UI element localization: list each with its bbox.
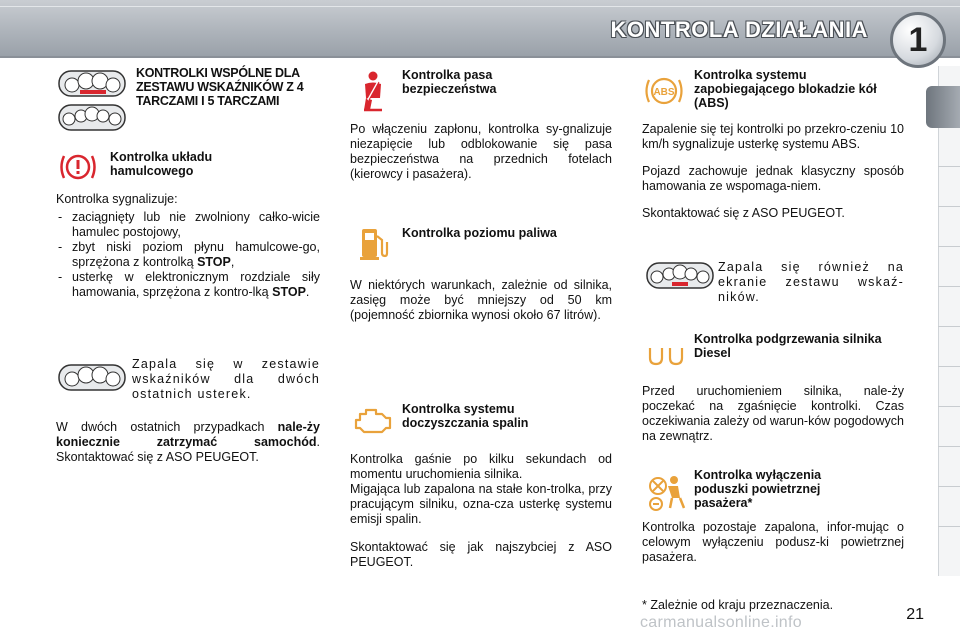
glow-plug-text: Przed uruchomieniem silnika, nale-ży poczekać na zgaśnięcie kontrolki. Czas oczekiwania zależy od warun-ków pogodowych na zewnątrz. (642, 384, 904, 443)
dashboard-5-dial-icon (646, 260, 714, 290)
emission-heading: Kontrolka systemu doczyszczania spalin (402, 402, 529, 430)
clusters-heading: KONTROLKI WSPÓLNE DLA ZESTAWU WSKAŹNIKÓW Z 4 TARCZAMI I 5 TARCZAMI (136, 66, 304, 108)
emission-text-2: Migająca lub zapalona na stałe kon-trolka, przy pracującym silniku, ozna-cza usterkę systemu emisji spalin. (350, 482, 612, 526)
chapter-tab-strip (938, 66, 960, 576)
two-dial-note: Zapala się w zestawie wskaźników dla dwóch ostatnich usterek. (132, 357, 320, 401)
brake-causes-list (56, 210, 320, 300)
abs-text-3: Skontaktować się z ASO PEUGEOT. (642, 206, 845, 220)
airbag-off-icon (646, 472, 690, 512)
abs-text-2: Pojazd zachowuje jednak klasyczny sposób hamowania ze wspomaga-niem. (642, 164, 904, 193)
chapter-number-badge: 1 (890, 12, 946, 68)
active-chapter-tab (926, 86, 960, 128)
seatbelt-heading: Kontrolka pasa bezpieczeństwa (402, 68, 497, 96)
seatbelt-icon (356, 70, 390, 114)
cluster-note: Zapala się również na ekranie zestawu wskaź-ników. (718, 260, 904, 304)
brake-heading: Kontrolka układu hamulcowego (110, 150, 213, 178)
list-item: - usterkę w elektronicznym rozdziale siły hamowania, sprzężona z kontro-lką STOP. (56, 270, 320, 300)
dashboard-5-dial-icon (58, 102, 126, 132)
page-header (0, 0, 960, 58)
dashboard-4-dial-icon (58, 362, 126, 392)
fuel-heading: Kontrolka poziomu paliwa (402, 226, 557, 240)
abs-text-1: Zapalenie się tej kontrolki po przekro-czeniu 10 km/h sygnalizuje usterkę systemu ABS. (642, 122, 904, 151)
engine-emission-icon (354, 404, 394, 438)
dashboard-4-dial-icon (58, 68, 126, 98)
emission-text-1: Kontrolka gaśnie po kilku sekundach od momentu uruchomienia silnika. (350, 452, 612, 481)
watermark: carmanualsonline.info (640, 614, 802, 631)
airbag-heading: Kontrolka wyłączenia poduszki powietrznej pasażera* (694, 468, 822, 510)
airbag-text: Kontrolka pozostaje zapalona, infor-mując o celowym wyłączeniu podusz-ki powietrznej pasażera. (642, 520, 904, 564)
svg-text:ABS: ABS (653, 87, 675, 98)
list-item: - zaciągnięty lub nie zwolniony całko-wicie hamulec postojowy, (56, 210, 320, 240)
chapter-title: KONTROLA DZIAŁANIA (610, 17, 868, 42)
glow-plug-icon (646, 342, 686, 370)
footnote: * Zależnie od kraju przeznaczenia. (642, 598, 834, 612)
fuel-text: W niektórych warunkach, zależnie od silnika, zasięg może być mniejszy od 50 km (pojemność zbiornika wynosi około 67 litrów). (350, 278, 612, 322)
abs-heading: Kontrolka systemu zapobiegającego blokadzie kół (ABS) (694, 68, 877, 110)
fuel-pump-icon (358, 226, 390, 262)
page-number: 21 (906, 606, 924, 623)
list-item: - zbyt niski poziom płynu hamulcowe-go, sprzężona z kontrolką STOP, (56, 240, 320, 270)
glow-plug-heading: Kontrolka podgrzewania silnika Diesel (694, 332, 882, 360)
brake-warning-icon (58, 150, 98, 184)
stop-instruction: W dwóch ostatnich przypadkach nale-ży koniecznie zatrzymać samochód. Skontaktować się z ASO PEUGEOT. (56, 420, 320, 464)
emission-text-3: Skontaktować się jak najszybciej z ASO PEUGEOT. (350, 540, 612, 569)
abs-icon (642, 72, 686, 110)
seatbelt-text: Po włączeniu zapłonu, kontrolka sy-gnalizuje niezapięcie lub odblokowanie się pasa bezpieczeństwa na przednich fotelach (kierowcy i pasażera). (350, 122, 612, 181)
brake-intro: Kontrolka sygnalizuje: (56, 192, 178, 206)
